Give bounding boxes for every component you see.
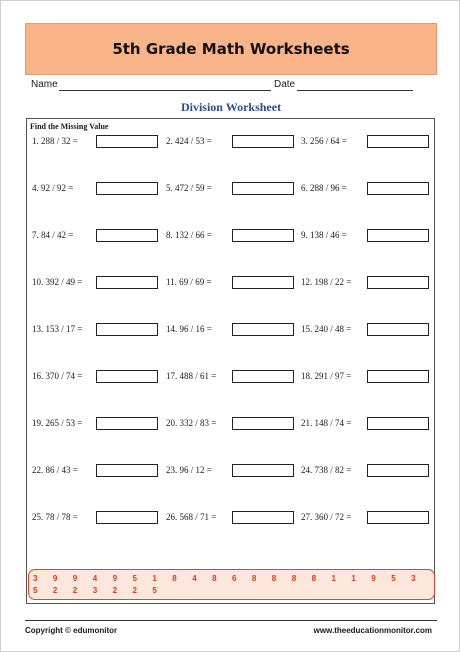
divisor: 48 bbox=[335, 324, 345, 334]
dividend: 153 bbox=[45, 324, 59, 334]
dividend: 96 bbox=[179, 324, 189, 334]
answer-box[interactable] bbox=[232, 464, 294, 477]
dividend: 148 bbox=[314, 418, 328, 428]
dividend: 332 bbox=[179, 418, 193, 428]
website-link[interactable]: www.theeducationmonitor.com bbox=[313, 626, 432, 635]
divisor: 69 bbox=[195, 277, 205, 287]
answer-key-digit: 8 bbox=[172, 574, 177, 583]
divisor: 74 bbox=[66, 371, 76, 381]
dividend: 738 bbox=[314, 465, 328, 475]
answer-box[interactable] bbox=[96, 464, 158, 477]
divisor: 46 bbox=[330, 230, 340, 240]
problem-number: 3. bbox=[301, 136, 308, 146]
divisor: 61 bbox=[200, 371, 210, 381]
answer-key-digit: 1 bbox=[351, 574, 356, 583]
problem-expression: 19. 265 / 53 = bbox=[32, 418, 83, 428]
divisor: 53 bbox=[195, 136, 205, 146]
problem-number: 1. bbox=[32, 136, 39, 146]
answer-box[interactable] bbox=[232, 135, 294, 148]
divisor: 64 bbox=[330, 136, 340, 146]
answer-key-digit: 6 bbox=[232, 574, 237, 583]
answer-box[interactable] bbox=[367, 511, 429, 524]
answer-key-digit: 9 bbox=[112, 574, 118, 583]
answer-key-digit: 2 bbox=[132, 586, 137, 595]
dividend: 568 bbox=[179, 512, 193, 522]
answer-key-strip bbox=[28, 569, 435, 600]
answer-box[interactable] bbox=[96, 229, 158, 242]
dividend: 69 bbox=[179, 277, 189, 287]
problem-expression: 15. 240 / 48 = bbox=[301, 324, 352, 334]
answer-key-digit: 3 bbox=[92, 586, 98, 595]
answer-key-digit: 9 bbox=[52, 574, 58, 583]
answer-key-digit: 4 bbox=[92, 574, 98, 583]
problem-number: 15. bbox=[301, 324, 313, 334]
problem-expression: 17. 488 / 61 = bbox=[166, 371, 217, 381]
answer-box[interactable] bbox=[232, 229, 294, 242]
answer-key-digit: 8 bbox=[311, 574, 317, 583]
answer-key-digit: 3 bbox=[411, 574, 416, 583]
problem-number: 2. bbox=[166, 136, 173, 146]
date-field[interactable] bbox=[297, 90, 413, 91]
answer-key-digit: 8 bbox=[212, 574, 217, 583]
divisor: 83 bbox=[200, 418, 210, 428]
dividend: 240 bbox=[314, 324, 328, 334]
problem-number: 26. bbox=[166, 512, 178, 522]
problem-number: 20. bbox=[166, 418, 178, 428]
answer-box[interactable] bbox=[367, 464, 429, 477]
answer-key-digit: 5 bbox=[132, 574, 137, 583]
problem-number: 22. bbox=[32, 465, 44, 475]
problem-number: 23. bbox=[166, 465, 178, 475]
answer-box[interactable] bbox=[232, 511, 294, 524]
problem-expression: 6. 288 / 96 = bbox=[301, 183, 347, 193]
divisor: 59 bbox=[195, 183, 205, 193]
name-date-row bbox=[31, 79, 431, 93]
answer-box[interactable] bbox=[96, 182, 158, 195]
dividend: 370 bbox=[45, 371, 59, 381]
problem-expression: 26. 568 / 71 = bbox=[166, 512, 217, 522]
dividend: 288 bbox=[41, 136, 55, 146]
name-label: Name bbox=[31, 79, 58, 90]
answer-key-digit: 1 bbox=[331, 574, 336, 583]
divisor: 17 bbox=[66, 324, 76, 334]
footer-divider bbox=[25, 620, 437, 621]
answer-box[interactable] bbox=[232, 323, 294, 336]
problem-expression: 21. 148 / 74 = bbox=[301, 418, 352, 428]
divisor: 22 bbox=[335, 277, 345, 287]
problem-number: 25. bbox=[32, 512, 44, 522]
divisor: 12 bbox=[195, 465, 205, 475]
problem-expression: 12. 198 / 22 = bbox=[301, 277, 352, 287]
divisor: 92 bbox=[57, 183, 67, 193]
dividend: 392 bbox=[45, 277, 59, 287]
problem-expression: 11. 69 / 69 = bbox=[166, 277, 212, 287]
problem-expression: 10. 392 / 49 = bbox=[32, 277, 83, 287]
problem-number: 16. bbox=[32, 371, 44, 381]
problem-number: 9. bbox=[301, 230, 308, 240]
answer-box[interactable] bbox=[96, 370, 158, 383]
dividend: 96 bbox=[179, 465, 189, 475]
answer-box[interactable] bbox=[96, 135, 158, 148]
divisor: 96 bbox=[330, 183, 340, 193]
divisor: 42 bbox=[57, 230, 67, 240]
answer-key-digit: 8 bbox=[291, 574, 297, 583]
divisor: 78 bbox=[61, 512, 71, 522]
problem-expression: 2. 424 / 53 = bbox=[166, 136, 212, 146]
dividend: 198 bbox=[314, 277, 328, 287]
dividend: 138 bbox=[310, 230, 324, 240]
problem-expression: 22. 86 / 43 = bbox=[32, 465, 78, 475]
problem-expression: 23. 96 / 12 = bbox=[166, 465, 212, 475]
dividend: 84 bbox=[41, 230, 50, 240]
answer-key-digit: 5 bbox=[391, 574, 396, 583]
dividend: 488 bbox=[179, 371, 193, 381]
dividend: 78 bbox=[45, 512, 55, 522]
dividend: 472 bbox=[175, 183, 189, 193]
problem-number: 19. bbox=[32, 418, 44, 428]
problem-number: 10. bbox=[32, 277, 44, 287]
answer-key-digit: 9 bbox=[72, 574, 78, 583]
divisor: 74 bbox=[335, 418, 345, 428]
problem-expression: 27. 360 / 72 = bbox=[301, 512, 352, 522]
divisor: 71 bbox=[200, 512, 210, 522]
answer-key-digit: 2 bbox=[52, 586, 58, 595]
problem-expression: 24. 738 / 82 = bbox=[301, 465, 352, 475]
answer-box[interactable] bbox=[232, 182, 294, 195]
answer-box[interactable] bbox=[96, 323, 158, 336]
answer-box[interactable] bbox=[232, 417, 294, 430]
answer-key-digit: 5 bbox=[33, 586, 38, 595]
problem-number: 5. bbox=[166, 183, 173, 193]
divisor: 16 bbox=[195, 324, 205, 334]
problem-number: 13. bbox=[32, 324, 44, 334]
answer-box[interactable] bbox=[367, 370, 429, 383]
answer-box[interactable] bbox=[96, 511, 158, 524]
answer-key-digit: 5 bbox=[152, 586, 157, 595]
answer-box[interactable] bbox=[367, 135, 429, 148]
problem-expression: 18. 291 / 97 = bbox=[301, 371, 352, 381]
problem-expression: 5. 472 / 59 = bbox=[166, 183, 212, 193]
problem-number: 18. bbox=[301, 371, 313, 381]
problem-number: 11. bbox=[166, 277, 177, 287]
answer-box[interactable] bbox=[367, 323, 429, 336]
problem-expression: 9. 138 / 46 = bbox=[301, 230, 347, 240]
answer-key-digit: 3 bbox=[33, 574, 38, 583]
answer-box[interactable] bbox=[96, 417, 158, 430]
answer-key-digit: 9 bbox=[371, 574, 376, 583]
answer-box[interactable] bbox=[367, 276, 429, 289]
answer-box[interactable] bbox=[232, 276, 294, 289]
problem-number: 17. bbox=[166, 371, 178, 381]
answer-key-digit: 2 bbox=[112, 586, 118, 595]
worksheet-subtitle: Division Worksheet bbox=[180, 100, 282, 114]
answer-key-digit: 2 bbox=[72, 586, 78, 595]
dividend: 265 bbox=[45, 418, 59, 428]
problem-expression: 20. 332 / 83 = bbox=[166, 418, 217, 428]
problem-number: 8. bbox=[166, 230, 173, 240]
problem-number: 4. bbox=[32, 183, 39, 193]
dividend: 291 bbox=[314, 371, 328, 381]
divisor: 97 bbox=[335, 371, 345, 381]
dividend: 424 bbox=[175, 136, 189, 146]
divisor: 82 bbox=[335, 465, 345, 475]
divisor: 72 bbox=[335, 512, 345, 522]
answer-key-digit: 4 bbox=[192, 574, 197, 583]
dividend: 288 bbox=[310, 183, 324, 193]
problem-expression: 1. 288 / 32 = bbox=[32, 136, 78, 146]
section-title: Find the Missing Value bbox=[30, 122, 109, 131]
problem-number: 12. bbox=[301, 277, 313, 287]
problem-number: 14. bbox=[166, 324, 178, 334]
problem-expression: 4. 92 / 92 = bbox=[32, 183, 74, 193]
answer-box[interactable] bbox=[367, 417, 429, 430]
problem-number: 27. bbox=[301, 512, 313, 522]
answer-box[interactable] bbox=[96, 276, 158, 289]
header-banner bbox=[25, 23, 437, 75]
problem-number: 7. bbox=[32, 230, 39, 240]
divisor: 32 bbox=[61, 136, 71, 146]
page-title: 5th Grade Math Worksheets bbox=[112, 40, 350, 58]
answer-key-digit: 1 bbox=[152, 574, 157, 583]
problem-expression: 13. 153 / 17 = bbox=[32, 324, 83, 334]
dividend: 92 bbox=[41, 183, 50, 193]
dividend: 132 bbox=[175, 230, 189, 240]
divisor: 43 bbox=[61, 465, 71, 475]
dividend: 256 bbox=[310, 136, 324, 146]
divisor: 49 bbox=[66, 277, 76, 287]
answer-box[interactable] bbox=[367, 229, 429, 242]
dividend: 360 bbox=[314, 512, 328, 522]
problem-expression: 16. 370 / 74 = bbox=[32, 371, 83, 381]
copyright-text: Copyright © edumonitor bbox=[25, 626, 118, 635]
problem-number: 6. bbox=[301, 183, 308, 193]
problem-expression: 3. 256 / 64 = bbox=[301, 136, 347, 146]
answer-box[interactable] bbox=[232, 370, 294, 383]
problem-expression: 8. 132 / 66 = bbox=[166, 230, 212, 240]
answer-box[interactable] bbox=[367, 182, 429, 195]
divisor: 53 bbox=[66, 418, 76, 428]
name-field[interactable] bbox=[59, 90, 271, 91]
problem-number: 21. bbox=[301, 418, 313, 428]
answer-key-digit: 8 bbox=[271, 574, 277, 583]
date-label: Date bbox=[274, 79, 296, 90]
problem-number: 24. bbox=[301, 465, 313, 475]
divisor: 66 bbox=[195, 230, 205, 240]
problem-expression: 25. 78 / 78 = bbox=[32, 512, 78, 522]
problem-expression: 14. 96 / 16 = bbox=[166, 324, 212, 334]
dividend: 86 bbox=[45, 465, 55, 475]
answer-key-digit: 8 bbox=[251, 574, 257, 583]
problem-expression: 7. 84 / 42 = bbox=[32, 230, 74, 240]
